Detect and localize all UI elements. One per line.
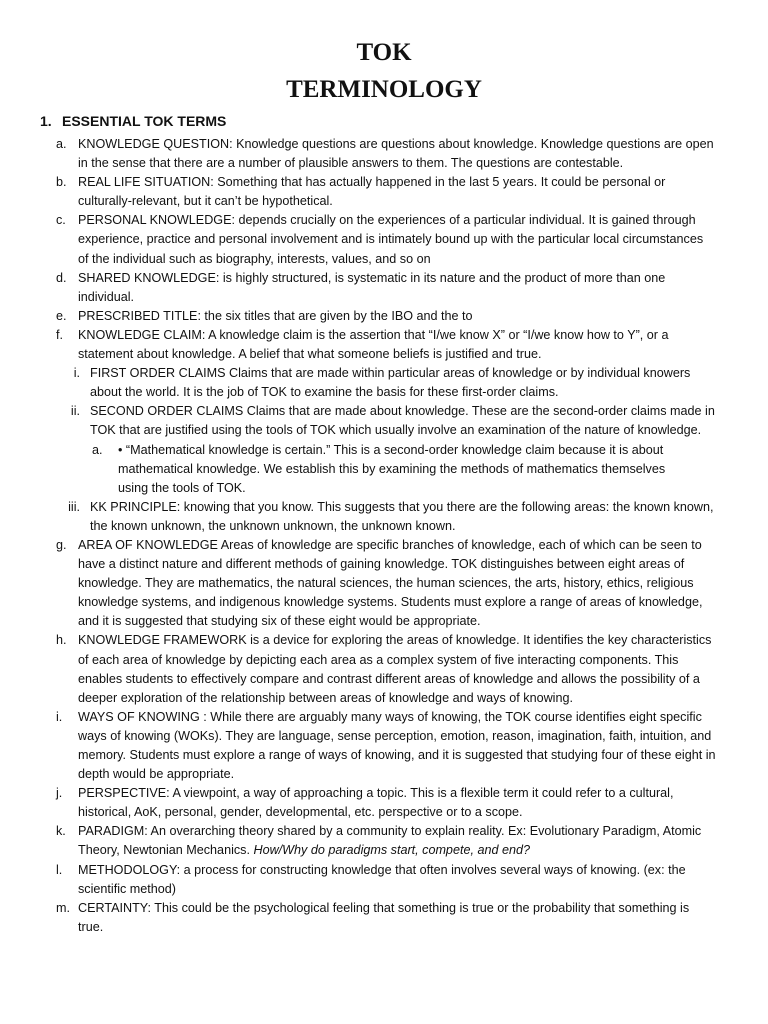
term-text: METHODOLOGY: a process for constructing knowledge that often involves several ways of knowing. (ex: the scientific method) [78,862,686,896]
term-text: KNOWLEDGE QUESTION: Knowledge questions are questions about knowledge. Knowledge questions are open in the sense that there are a number of plausible answers to them. The questions are contestable. [78,137,714,171]
page-title-line1: TOK [356,39,412,66]
list-marker: i. [56,709,63,724]
list-marker: i. [73,366,80,381]
list-marker: j. [56,786,63,801]
term-text: PARADIGM: An overarching theory shared by a community to explain reality. Ex: Evolutionary Paradigm, Atomic Theory, Newtonian Mechanics. [78,824,702,858]
term-prescribed-title [0,307,768,326]
term-paradigm [0,822,768,860]
list-marker: ii. [70,404,80,419]
term-text: AREA OF KNOWLEDGE Areas of knowledge are specific branches of knowledge, each of which can be seen to have a distinct nature and different methods of gaining knowledge. TOK distinguishes between eight areas of knowledge. They are mathematics, the natural sciences, the human sciences, the arts, history, ethics, religious knowledge systems, and indigenous knowledge systems. Students must explore a range of areas of knowledge, and it is suggested that studying six of these eight would be appropriate. [78,537,703,629]
term-knowledge-claim [0,326,768,364]
list-marker: h. [56,633,67,648]
term-methodology [0,861,768,899]
term-text: • “Mathematical knowledge is certain.” This is a second-order knowledge claim because it is about mathematical knowledge. We establish this by examining the methods of mathematics themselves using the tools of TOK. [118,442,666,495]
list-marker: iii. [68,499,80,514]
list-marker: d. [56,270,67,285]
term-text: PRESCRIBED TITLE: the six titles that are given by the IBO and the to [78,308,473,323]
term-ways-of-knowing [0,708,768,784]
term-real-life-situation [0,173,768,211]
term-text: PERSPECTIVE: A viewpoint, a way of approaching a topic. This is a flexible term it could refer to a cultural, historical, AoK, personal, gender, developmental, etc. perspective or to a scope. [78,786,674,820]
term-personal-knowledge [0,211,768,268]
term-perspective [0,784,768,822]
terms-list [0,135,768,937]
list-marker: b. [56,175,67,190]
term-text: REAL LIFE SITUATION: Something that has actually happened in the last 5 years. It could be personal or culturally-relevant, but it can’t be hypothetical. [78,175,666,209]
section-title: ESSENTIAL TOK TERMS [62,113,227,129]
list-marker: l. [56,862,63,877]
term-text: KNOWLEDGE FRAMEWORK is a device for exploring the areas of knowledge. It identifies the key characteristics of each area of knowledge by depicting each area as a complex system of five interacting components. This enables students to effectively compare and contrast different areas of knowledge and allows the possibility of a deeper exploration of the relationship between areas of knowledge and ways of knowing. [78,633,712,705]
list-marker: c. [56,213,66,228]
term-text: PERSONAL KNOWLEDGE: depends crucially on the experiences of a particular individual. It is gained through experience, practice and personal involvement and is intimately bound up with the particular local circumstances of the individual such as biography, interests, values, and so on [78,213,704,266]
term-shared-knowledge [0,269,768,307]
term-text: KK PRINCIPLE: knowing that you know. This suggests that you there are the following areas: the known known, the known unknown, the unknown unknown, the unknown known. [90,499,714,533]
list-marker: e. [56,308,67,323]
list-marker: k. [56,824,66,839]
term-text: CERTAINTY: This could be the psychological feeling that something is true or the probability that something is true. [78,900,690,934]
list-marker: m. [56,900,70,915]
list-marker: g. [56,537,67,552]
term-area-of-knowledge [0,536,768,631]
term-text: KNOWLEDGE CLAIM: A knowledge claim is the assertion that “I/we know X” or “I/we know how to Y”, or a statement about knowledge. A belief that what someone beliefs is justified and true. [78,327,669,362]
term-certainty [0,899,768,937]
term-text: SHARED KNOWLEDGE: is highly structured, is systematic in its nature and the product of more than one individual. [78,270,666,304]
section-number: 1. [40,113,52,129]
term-knowledge-question [0,135,768,173]
subterm-first-order-claims [0,364,768,402]
list-marker: a. [92,442,103,457]
subterm-second-order-claims [0,402,768,440]
term-text: SECOND ORDER CLAIMS Claims that are made about knowledge. These are the second-order claims made in TOK that are justified using the tools of TOK which usually involve an examination of the nature of knowledge. [90,404,715,438]
subterm-kk-principle [0,498,768,536]
page-title-line2: TERMINOLOGY [286,76,482,103]
section-heading [40,112,226,131]
term-text: WAYS OF KNOWING : While there are arguably many ways of knowing, the TOK course identifies eight specific ways of knowing (WOKs). They are language, sense perception, emotion, reason, imagination, faith, intuition, and memory. Students must explore a range of ways of knowing, and it is suggested that studying four of these eight in depth would be appropriate. [78,709,716,782]
term-knowledge-framework [0,631,768,707]
term-text: FIRST ORDER CLAIMS Claims that are made within particular areas of knowledge or by individual knowers about the world. It is the job of TOK to examine the basis for these first-order claims. [90,366,691,400]
example-mathematical-knowledge [0,441,768,498]
list-marker: a. [56,137,67,151]
list-marker: f. [56,327,63,342]
term-italic-question: How/Why do paradigms start, compete, and end? [253,843,530,858]
